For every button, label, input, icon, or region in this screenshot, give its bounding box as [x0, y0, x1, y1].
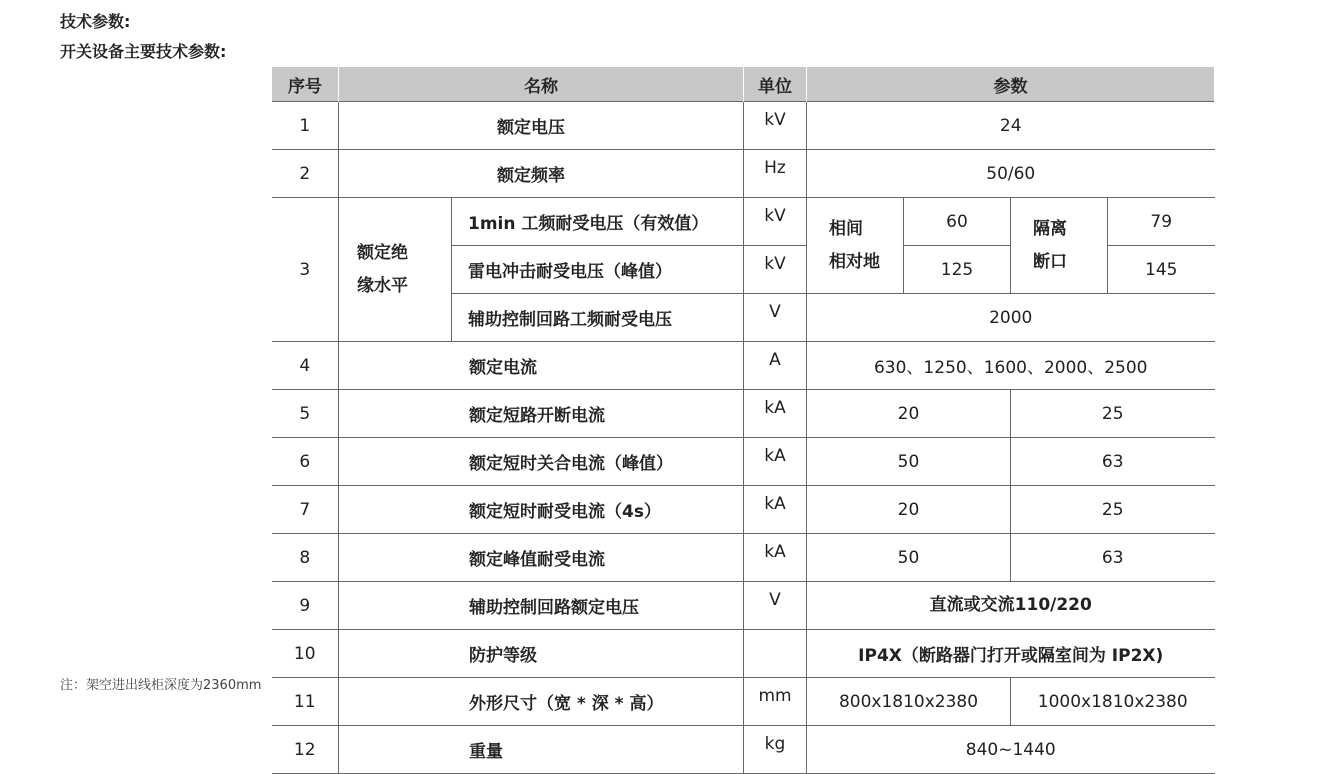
row-name: 额定短时耐受电流（4s） — [339, 486, 744, 534]
isolation-gap-label — [1011, 198, 1108, 294]
row-unit: kA — [744, 390, 807, 438]
row-name: 防护等级 — [339, 630, 744, 678]
row-name: 1min 工频耐受电压（有效值） — [452, 198, 744, 246]
row-value-1: 50 — [807, 438, 1011, 486]
table-row — [272, 150, 1215, 198]
table-row — [272, 582, 1215, 630]
footnote: 注：架空进出线柜深度为2360mm — [60, 678, 262, 693]
header-name: 名称 — [339, 67, 744, 102]
row-no: 9 — [272, 582, 339, 630]
phase-value: 125 — [904, 246, 1011, 294]
table-row — [272, 534, 1215, 582]
table-row — [272, 438, 1215, 486]
row-name: 额定电压 — [339, 102, 744, 150]
group-label-line: 缘水平 — [357, 275, 408, 296]
row-unit: Hz — [744, 150, 807, 198]
row-name: 辅助控制回路工频耐受电压 — [452, 294, 744, 342]
table-row — [272, 726, 1215, 774]
table-row — [272, 102, 1215, 150]
row-name: 外形尺寸（宽 * 深 * 高） — [339, 678, 744, 726]
row-no: 11 — [272, 678, 339, 726]
row-value: IP4X（断路器门打开或隔室间为 IP2X) — [807, 630, 1215, 678]
table-row — [272, 630, 1215, 678]
table-row — [272, 486, 1215, 534]
isolation-value: 145 — [1108, 246, 1215, 294]
row-name: 额定短时关合电流（峰值） — [339, 438, 744, 486]
row-unit: V — [744, 582, 807, 630]
phase-ground-label — [807, 198, 904, 294]
row-value-1: 20 — [807, 486, 1011, 534]
row-name: 额定频率 — [339, 150, 744, 198]
row-no: 8 — [272, 534, 339, 582]
row-value-1: 50 — [807, 534, 1011, 582]
row-no: 5 — [272, 390, 339, 438]
table-row — [272, 198, 1215, 246]
row-value: 630、1250、1600、2000、2500 — [807, 342, 1215, 390]
row-value: 2000 — [807, 294, 1215, 342]
row-value-2: 63 — [1011, 534, 1215, 582]
row-no: 1 — [272, 102, 339, 150]
row-name: 额定短路开断电流 — [339, 390, 744, 438]
row-unit — [744, 630, 807, 678]
row-no: 10 — [272, 630, 339, 678]
label-line: 隔离 — [1033, 219, 1067, 240]
table-title: 开关设备主要技术参数: — [60, 42, 227, 61]
header-param: 参数 — [807, 67, 1215, 102]
row-no: 12 — [272, 726, 339, 774]
table-row — [272, 678, 1215, 726]
header-no: 序号 — [272, 67, 339, 102]
group-label-line: 额定绝 — [357, 243, 408, 264]
label-line: 相间 — [829, 219, 863, 240]
row-name: 雷电冲击耐受电压（峰值） — [452, 246, 744, 294]
row-unit: kA — [744, 534, 807, 582]
table-row — [272, 342, 1215, 390]
phase-value: 60 — [904, 198, 1011, 246]
label-line: 断口 — [1033, 251, 1067, 272]
row-no: 3 — [272, 198, 339, 342]
table-header-row — [272, 67, 1215, 102]
row-no: 4 — [272, 342, 339, 390]
spec-table — [271, 67, 1215, 774]
row-name: 额定峰值耐受电流 — [339, 534, 744, 582]
row-no: 6 — [272, 438, 339, 486]
row-value-2: 63 — [1011, 438, 1215, 486]
row-value-2: 1000x1810x2380 — [1011, 678, 1215, 726]
row-value-2: 25 — [1011, 486, 1215, 534]
row-value: 直流或交流110/220 — [807, 582, 1215, 630]
row-no: 7 — [272, 486, 339, 534]
insulation-level-label — [339, 198, 452, 342]
row-value-2: 25 — [1011, 390, 1215, 438]
header-unit: 单位 — [744, 67, 807, 102]
row-unit: kV — [744, 102, 807, 150]
row-no: 2 — [272, 150, 339, 198]
row-value: 24 — [807, 102, 1215, 150]
row-unit: kA — [744, 486, 807, 534]
row-unit: V — [744, 294, 807, 342]
row-unit: kg — [744, 726, 807, 774]
row-value-1: 20 — [807, 390, 1011, 438]
row-unit: A — [744, 342, 807, 390]
row-name: 重量 — [339, 726, 744, 774]
row-unit: kV — [744, 246, 807, 294]
row-name: 额定电流 — [339, 342, 744, 390]
row-value-1: 800x1810x2380 — [807, 678, 1011, 726]
label-line: 相对地 — [829, 251, 880, 272]
row-unit: mm — [744, 678, 807, 726]
row-unit: kA — [744, 438, 807, 486]
row-value: 50/60 — [807, 150, 1215, 198]
table-row — [272, 390, 1215, 438]
row-unit: kV — [744, 198, 807, 246]
section-title: 技术参数: — [60, 12, 131, 31]
isolation-value: 79 — [1108, 198, 1215, 246]
row-name: 辅助控制回路额定电压 — [339, 582, 744, 630]
row-value: 840~1440 — [807, 726, 1215, 774]
